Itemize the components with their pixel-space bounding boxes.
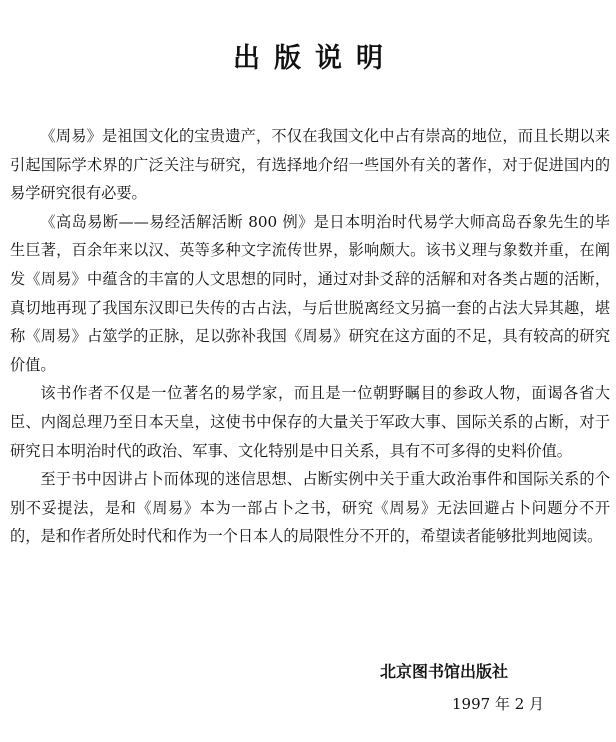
paragraph-4: 至于书中因讲占卜而体现的迷信思想、占断实例中关于重大政治事件和国际关系的个别不妥提法，是和《周易》本为一部占卜之书，研究《周易》无法回避占卜问题分不开的，是和作者所处时代和作为一个日本人的局限性分不开的，希望读者能够批判地阅读。 <box>10 470 610 546</box>
paragraph-1: 《周易》是祖国文化的宝贵遗产，不仅在我国文化中占有崇高的地位，而且长期以来引起国际学术界的广泛关注与研究，有选择地介绍一些国外有关的著作，对于促进国内的易学研究很有必要。 <box>10 127 610 203</box>
page-title: 出版说明 <box>233 43 397 74</box>
document-body <box>10 122 610 551</box>
paragraph-2: 《高岛易断——易经活解活断 800 例》是日本明治时代易学大师高岛吞象先生的毕生巨著，百余年来以汉、英等多种文字流传世界，影响颇大。该书义理与象数并重，在阐发《周易》中蕴含的丰富的人文思想的同时，通过对卦爻辞的活解和对各类占题的活断，真切地再现了我国东汉即已失传的古占法，与后世脱离经文另搞一套的占法大异其趣，堪称《周易》占筮学的正脉，足以弥补我国《周易》研究在这方面的不足，具有较高的研究价值。 <box>10 212 610 374</box>
publisher-name: 北京图书馆出版社 <box>380 662 509 681</box>
publication-date: 1997 年 2 月 <box>452 695 545 713</box>
paragraph-3: 该书作者不仅是一位著名的易学家，而且是一位朝野瞩目的参政人物，面谒各省大臣、内阁总理乃至日本天皇，这使书中保存的大量关于军政大事、国际关系的占断，对于研究日本明治时代的政治、军事、文化特别是中日关系，具有不可多得的史料价值。 <box>10 384 610 460</box>
